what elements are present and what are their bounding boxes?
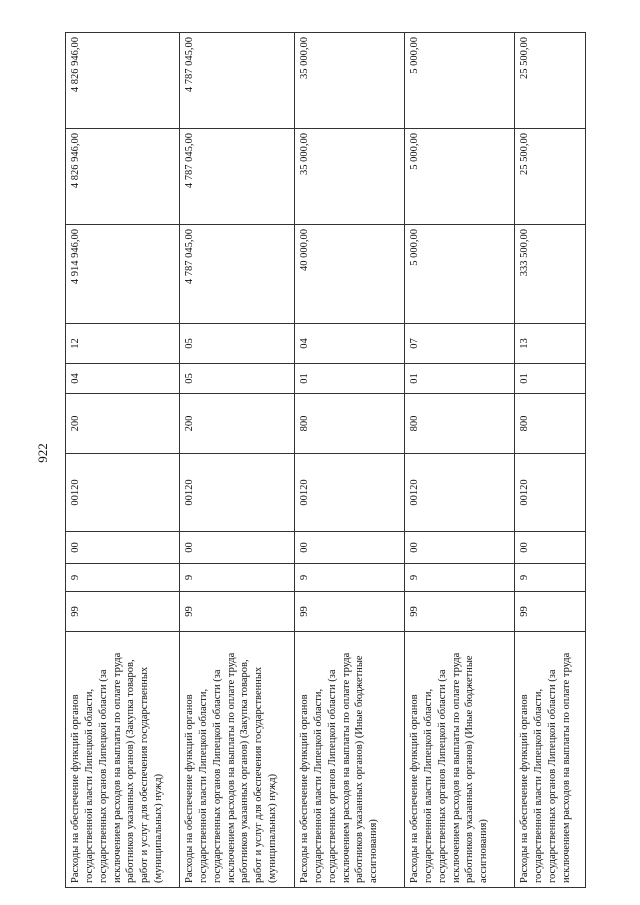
amount-year-2: 35 000,00: [295, 129, 405, 225]
code-subprogram: 9: [66, 564, 180, 592]
code-subprogram: 9: [405, 564, 515, 592]
amount-year-1: 333 500,00: [515, 225, 586, 324]
code-subprogram: 9: [515, 564, 586, 592]
amount-year-1: 40 000,00: [295, 225, 405, 324]
code-direction: 00120: [180, 454, 295, 532]
amount-year-2: 25 500,00: [515, 129, 586, 225]
code-section: 04: [66, 364, 180, 394]
amount-year-1: 4 914 946,00: [66, 225, 180, 324]
table-row: [515, 33, 586, 888]
amount-year-1: 5 000,00: [405, 225, 515, 324]
row-description: Расходы на обеспечение функций органов государственной власти Липецкой области, государственных органов Липецкой области (за исключением расходов на выплаты по оплате труда работников указанных органов) (Закупка товаров, работ и услуг для обеспечения государственных (муниципальных) нужд): [180, 632, 295, 888]
code-direction: 00120: [295, 454, 405, 532]
code-expense-type: 200: [180, 394, 295, 454]
row-description: Расходы на обеспечение функций органов государственной власти Липецкой области, государственных органов Липецкой области (за исключением расходов на выплаты по оплате труда работников указанных органов) (Иные бюджетные ассигнования): [295, 632, 405, 888]
code-program: 99: [66, 592, 180, 632]
code-main-event: 00: [515, 532, 586, 564]
code-direction: 00120: [515, 454, 586, 532]
code-expense-type: 800: [515, 394, 586, 454]
row-description: Расходы на обеспечение функций органов государственной власти Липецкой области, государственных органов Липецкой области (за исключением расходов на выплаты по оплате труда работников указанных органов) (Иные бюджетные ассигнования): [405, 632, 515, 888]
code-subprogram: 9: [180, 564, 295, 592]
table-row: [180, 33, 295, 888]
page-number: 922: [35, 443, 50, 463]
code-subsection: 04: [295, 324, 405, 364]
amount-year-2: 4 826 946,00: [66, 129, 180, 225]
amount-year-3: 25 500,00: [515, 33, 586, 129]
code-direction: 00120: [405, 454, 515, 532]
amount-year-2: 5 000,00: [405, 129, 515, 225]
code-main-event: 00: [66, 532, 180, 564]
amount-year-3: 4 787 045,00: [180, 33, 295, 129]
code-subprogram: 9: [295, 564, 405, 592]
amount-year-1: 4 787 045,00: [180, 225, 295, 324]
budget-table: [65, 32, 586, 888]
table-row: [295, 33, 405, 888]
code-subsection: 05: [180, 324, 295, 364]
code-main-event: 00: [405, 532, 515, 564]
code-section: 05: [180, 364, 295, 394]
amount-year-3: 5 000,00: [405, 33, 515, 129]
rotated-table-wrapper: [65, 33, 585, 888]
code-subsection: 13: [515, 324, 586, 364]
code-program: 99: [405, 592, 515, 632]
code-program: 99: [180, 592, 295, 632]
code-main-event: 00: [295, 532, 405, 564]
code-direction: 00120: [66, 454, 180, 532]
row-description: Расходы на обеспечение функций органов государственной власти Липецкой области, государственных органов Липецкой области (за исключением расходов на выплаты по оплате труда работников указанных органов) (Закупка товаров, работ и услуг для обеспечения государственных (муниципальных) нужд): [66, 632, 180, 888]
code-expense-type: 800: [405, 394, 515, 454]
code-expense-type: 800: [295, 394, 405, 454]
code-section: 01: [295, 364, 405, 394]
row-description: Расходы на обеспечение функций органов государственной власти Липецкой области, государственных органов Липецкой области (за исключением расходов на выплаты по оплате труда: [515, 632, 586, 888]
code-subsection: 12: [66, 324, 180, 364]
code-expense-type: 200: [66, 394, 180, 454]
code-main-event: 00: [180, 532, 295, 564]
code-subsection: 07: [405, 324, 515, 364]
code-section: 01: [405, 364, 515, 394]
amount-year-2: 4 787 045,00: [180, 129, 295, 225]
amount-year-3: 35 000,00: [295, 33, 405, 129]
code-section: 01: [515, 364, 586, 394]
code-program: 99: [515, 592, 586, 632]
table-row: [66, 33, 180, 888]
code-program: 99: [295, 592, 405, 632]
table-row: [405, 33, 515, 888]
amount-year-3: 4 826 946,00: [66, 33, 180, 129]
